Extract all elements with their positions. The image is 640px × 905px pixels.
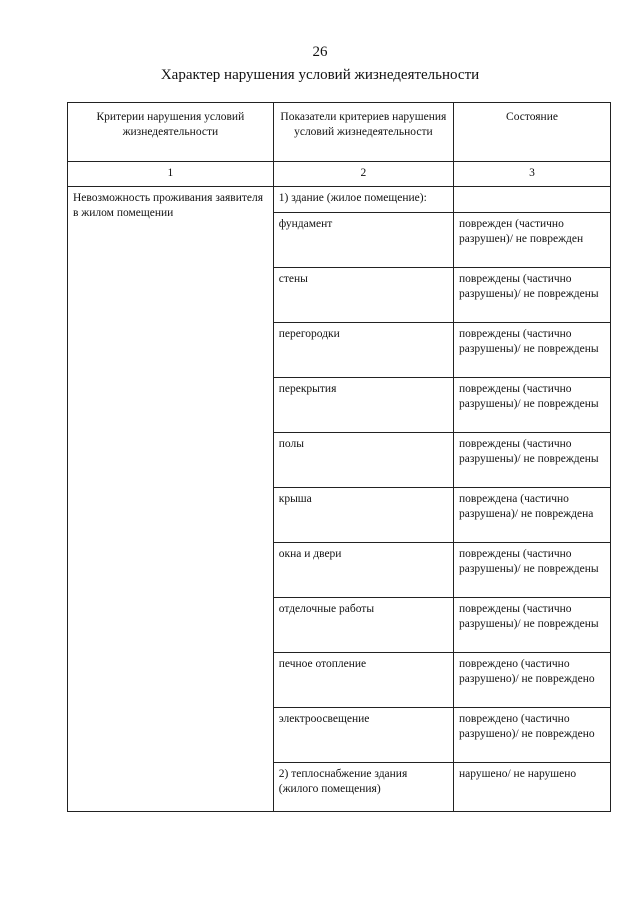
state-cell: повреждено (частично разрушено)/ не повреждено: [454, 653, 611, 708]
indicator-cell: крыша: [273, 488, 453, 543]
state-cell: поврежден (частично разрушен)/ не поврежден: [454, 213, 611, 268]
column-number: 2: [273, 162, 453, 187]
column-number: 3: [454, 162, 611, 187]
empty-state-cell: [454, 187, 611, 213]
violation-criteria-table: [67, 102, 611, 812]
page-number: 26: [312, 44, 328, 60]
state-cell: повреждена (частично разрушена)/ не повреждена: [454, 488, 611, 543]
document-title: Характер нарушения условий жизнедеятельности: [160, 67, 480, 83]
state-cell: повреждены (частично разрушены)/ не повреждены: [454, 433, 611, 488]
state-cell: повреждены (частично разрушены)/ не повреждены: [454, 543, 611, 598]
state-cell: повреждены (частично разрушены)/ не повреждены: [454, 378, 611, 433]
criterion-cell: Невозможность проживания заявителя в жилом помещении: [68, 187, 274, 812]
indicator-cell: печное отопление: [273, 653, 453, 708]
state-cell: повреждены (частично разрушены)/ не повреждены: [454, 323, 611, 378]
indicator-cell: отделочные работы: [273, 598, 453, 653]
section-1-label: 1) здание (жилое помещение):: [273, 187, 453, 213]
header-row: [68, 103, 611, 162]
indicator-cell: электроосвещение: [273, 708, 453, 763]
indicator-cell: перегородки: [273, 323, 453, 378]
indicator-cell: фундамент: [273, 213, 453, 268]
section-2-state: нарушено/ не нарушено: [454, 763, 611, 812]
state-cell: повреждены (частично разрушены)/ не повреждены: [454, 598, 611, 653]
state-cell: повреждено (частично разрушено)/ не повреждено: [454, 708, 611, 763]
header-indicators: Показатели критериев нарушения условий жизнедеятельности: [273, 103, 453, 162]
header-criteria: Критерии нарушения условий жизнедеятельности: [68, 103, 274, 162]
state-cell: повреждены (частично разрушены)/ не повреждены: [454, 268, 611, 323]
column-number: 1: [68, 162, 274, 187]
header-state: Состояние: [454, 103, 611, 162]
section-1-row: [68, 187, 611, 213]
section-2-indicator: 2) теплоснабжение здания (жилого помещения): [273, 763, 453, 812]
indicator-cell: перекрытия: [273, 378, 453, 433]
column-number-row: [68, 162, 611, 187]
indicator-cell: полы: [273, 433, 453, 488]
indicator-cell: стены: [273, 268, 453, 323]
indicator-cell: окна и двери: [273, 543, 453, 598]
